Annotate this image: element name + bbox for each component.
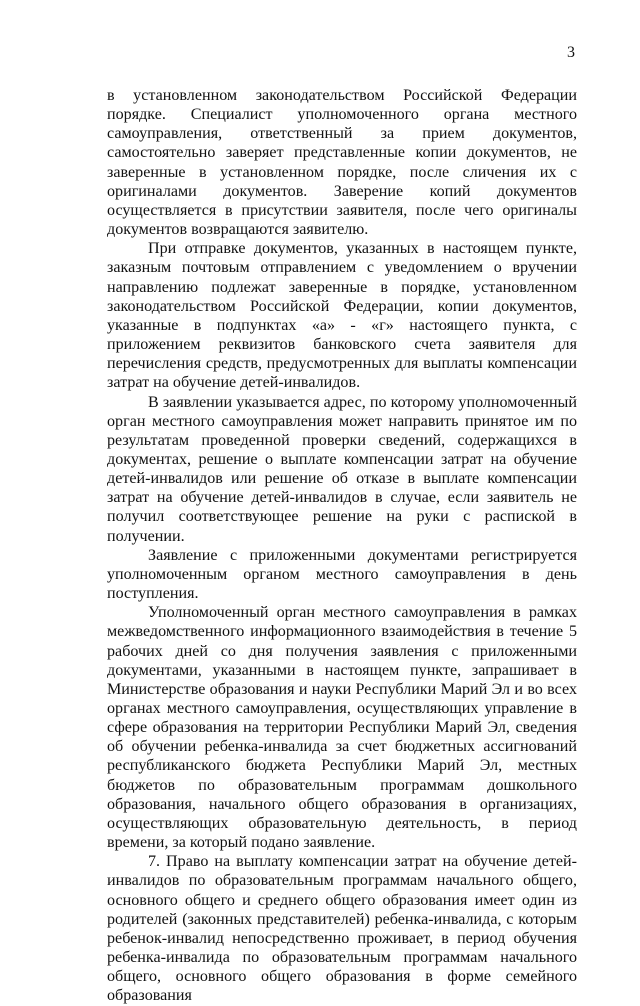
paragraph-continuation: в установленном законодательством Российской Федерации порядке. Специалист уполномоченного органа местного самоуправления, ответственный за прием документов, самостоятельно заверяет представленные копии документов, не заверенные в установленном порядке, после сличения их с оригиналами документов. Заверение копий документов осуществляется в присутствии заявителя, после чего оригиналы документов возвращаются заявителю. <box>107 87 577 239</box>
paragraph-postal-submission: При отправке документов, указанных в настоящем пункте, заказным почтовым отправлением с уведомлением о вручении направлению подлежат заверенные в порядке, установленном законодательством Российской Федерации, копии документов, указанные в подпунктах «а» - «г» настоящего пункта, с приложением реквизитов банковского счета заявителя для перечисления средств, предусмотренных для выплаты компенсации затрат на обучение детей-инвалидов. <box>107 240 577 392</box>
page-number: 3 <box>567 44 575 61</box>
paragraph-registration: Заявление с приложенными документами регистрируется уполномоченным органом местного самоуправления в день поступления. <box>107 546 577 603</box>
paragraph-interagency-request: Уполномоченный орган местного самоуправления в рамках межведомственного информационного взаимодействия в течение 5 рабочих дней со дня получения заявления с приложенными документами, указанными в настоящем пункте, запрашивает в Министерстве образования и науки Республики Марий Эл и во всех органах местного самоуправления, осуществляющих управление в сфере образования на территории Республики Марий Эл, сведения об обучении ребенка-инвалида за счет бюджетных ассигнований республиканского бюджета Республики Марий Эл, местных бюджетов по образовательным программам дошкольного образования, начального общего образования в организациях, осуществляющих образовательную деятельность, в период времени, за который подано заявление. <box>107 604 577 852</box>
document-body <box>107 86 577 1006</box>
paragraph-address: В заявлении указывается адрес, по которому уполномоченный орган местного самоуправления может направить принятое им по результатам проведенной проверки сведений, содержащихся в документах, решение о выплате компенсации затрат на обучение детей-инвалидов или решение об отказе в выплате компенсации затрат на обучение детей-инвалидов в случае, если заявитель не получил соответствующее решение на руки с распиской в получении. <box>107 393 577 545</box>
paragraph-item-7: 7. Право на выплату компенсации затрат на обучение детей-инвалидов по образовательным программам начального общего, основного общего и среднего общего образования имеет один из родителей (законных представителей) ребенка-инвалида, с которым ребенок-инвалид непосредственно проживает, в период обучения ребенка-инвалида по образовательным программам начального общего, основного общего образования в форме семейного образования <box>107 853 577 1005</box>
